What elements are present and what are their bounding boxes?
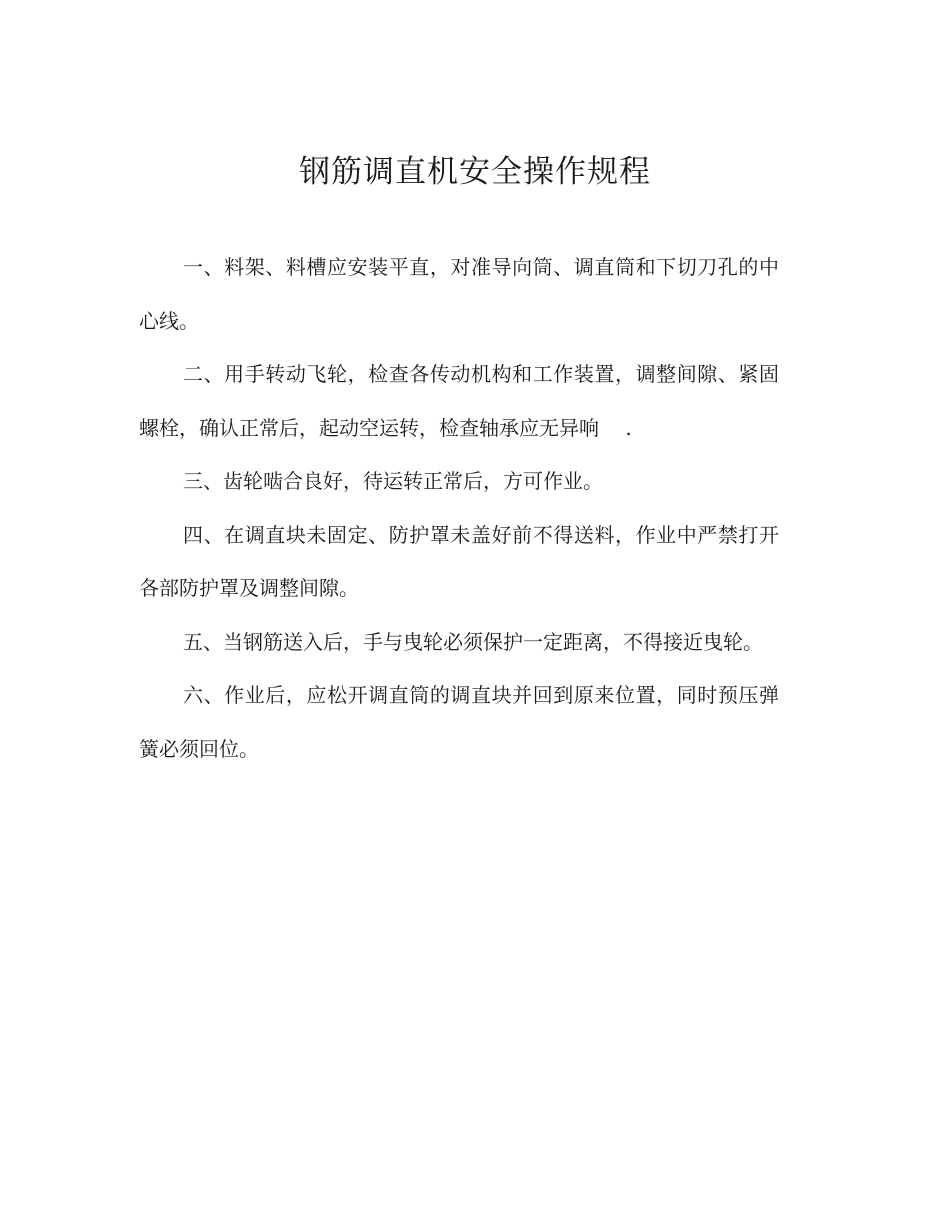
- paragraph-5: 五、当钢筋送入后，手与曳轮必须保护一定距离，不得接近曳轮。: [183, 629, 763, 654]
- paragraph-4: 四、在调直块未固定、防护罩未盖好前不得送料，作业中严禁打开各部防护罩及调整间隙。: [139, 522, 779, 600]
- paragraph-1: 一、料架、料槽应安装平直，对准导向筒、调直筒和下切刀孔的中心线。: [139, 255, 779, 333]
- paragraph-3: 三、齿轮啮合良好，待运转正常后，方可作业。: [183, 469, 603, 493]
- document-title: 钢筋调直机安全操作规程: [299, 154, 651, 190]
- paragraph-2: 二、用手转动飞轮，检查各传动机构和工作装置，调整间隙、紧固螺栓，确认正常后，起动空运转，检查轴承应无异响 .: [139, 362, 779, 440]
- paragraph-6: 六、作业后，应松开调直筒的调直块并回到原来位置，同时预压弹簧必须回位。: [139, 683, 779, 761]
- document-body: [139, 241, 779, 776]
